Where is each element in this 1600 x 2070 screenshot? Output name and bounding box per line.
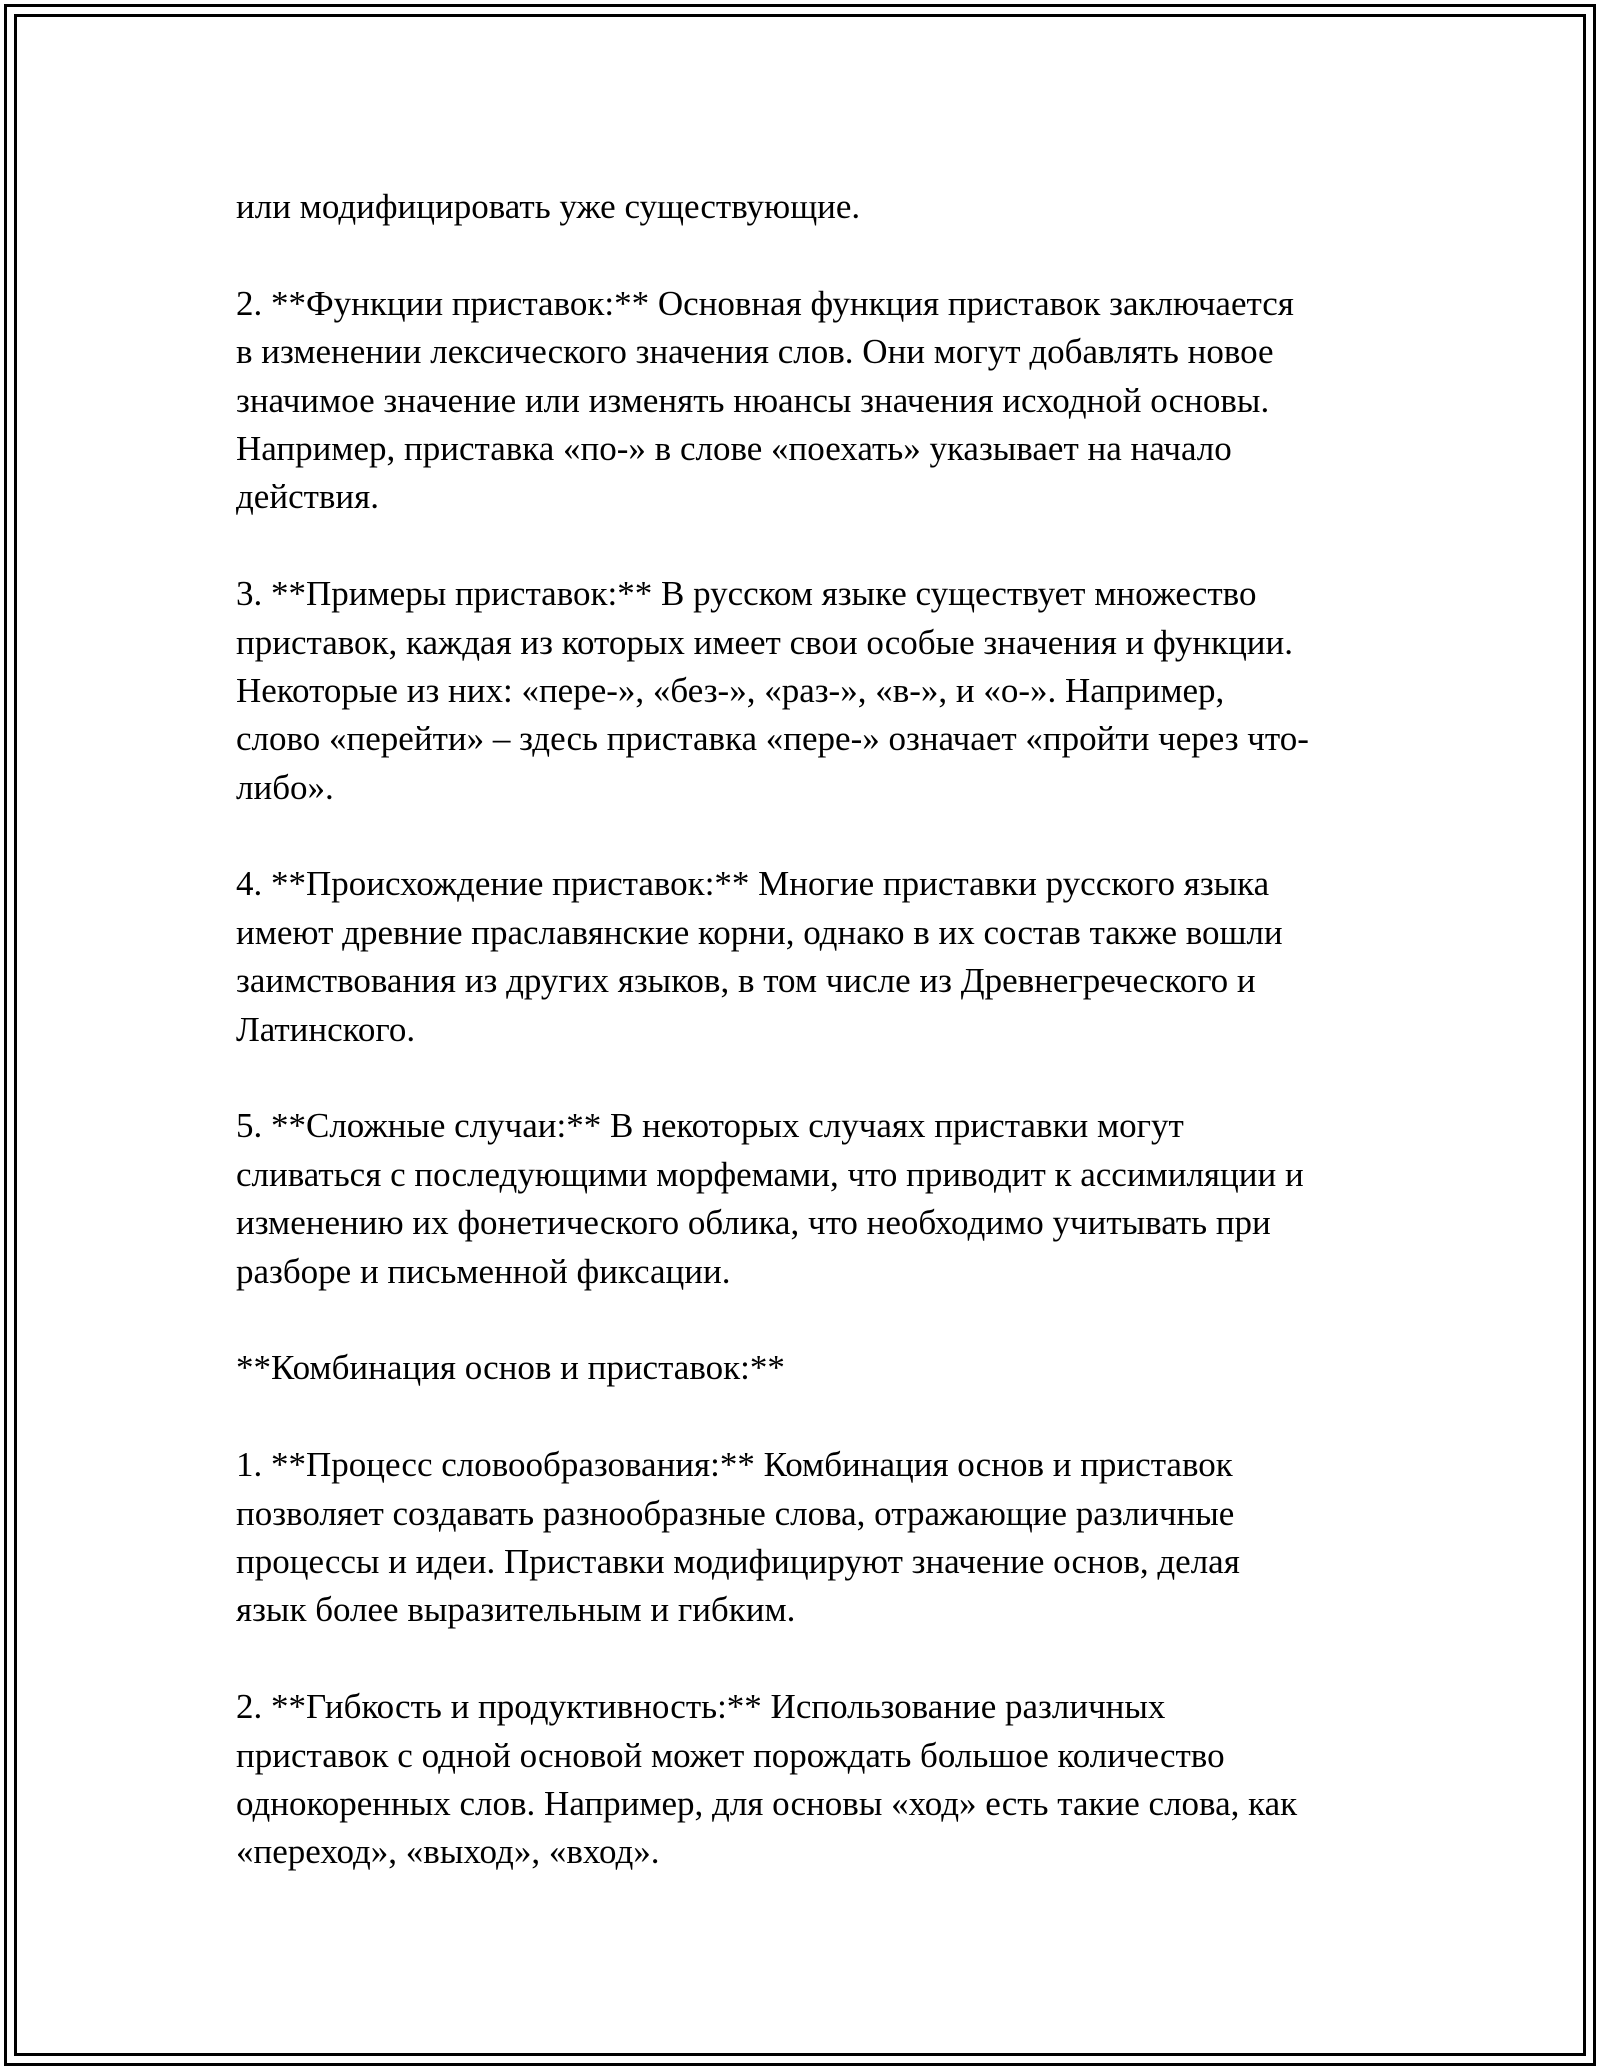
text-line: процессы и идеи. Приставки модифицируют значение основ, делая (236, 1541, 1240, 1581)
text-line: или модифицировать уже существующие. (236, 187, 861, 226)
text-line: 2. **Гибкость и продуктивность:** Использование различных (236, 1687, 1166, 1727)
text-line: сливаться с последующими морфемами, что приводит к ассимиляции и (236, 1154, 1304, 1194)
text-line: позволяет создавать разнообразные слова, отражающие различные (236, 1493, 1235, 1533)
text-line: язык более выразительным и гибким. (236, 1590, 796, 1630)
text-line: 1. **Процесс словообразования:** Комбинация основ и приставок (236, 1445, 1233, 1485)
text-line: значимое значение или изменять нюансы значения исходной основы. (236, 380, 1270, 420)
section-heading (236, 1344, 1366, 1392)
paragraph (236, 183, 1366, 231)
text-line: Некоторые из них: «пере-», «без-», «раз-», «в-», и «о-». Например, (236, 670, 1225, 710)
text-line: действия. (236, 477, 380, 517)
text-line: либо». (236, 767, 334, 807)
text-line: разборе и письменной фиксации. (236, 1251, 731, 1291)
text-line: в изменении лексического значения слов. Они могут добавлять новое (236, 332, 1274, 372)
text-line: однокоренных слов. Например, для основы «ход» есть такие слова, как (236, 1783, 1298, 1823)
text-line: 2. **Функции приставок:** Основная функция приставок заключается (236, 283, 1294, 323)
text-line: Например, приставка «по-» в слове «поехать» указывает на начало (236, 428, 1232, 468)
text-line: изменению их фонетического облика, что необходимо учитывать при (236, 1203, 1271, 1243)
text-line: приставок с одной основой может порождать большое количество (236, 1735, 1225, 1775)
text-line: 4. **Происхождение приставок:** Многие приставки русского языка (236, 864, 1270, 904)
document-body (236, 183, 1366, 1877)
paragraph-flexibility (236, 1683, 1366, 1877)
text-line: 5. **Сложные случаи:** В некоторых случаях приставки могут (236, 1106, 1184, 1146)
text-line: 3. **Примеры приставок:** В русском языке существует множество (236, 574, 1257, 614)
paragraph-word-formation (236, 1441, 1366, 1635)
text-line: «переход», «выход», «вход». (236, 1832, 660, 1872)
paragraph-complex-cases (236, 1102, 1366, 1296)
paragraph-prefix-functions (236, 280, 1366, 522)
paragraph-prefix-origin (236, 860, 1366, 1054)
text-line: приставок, каждая из которых имеет свои особые значения и функции. (236, 622, 1294, 662)
text-line: Латинского. (236, 1009, 416, 1049)
paragraph-prefix-examples (236, 570, 1366, 812)
text-line: **Комбинация основ и приставок:** (236, 1348, 785, 1388)
text-line: имеют древние праславянские корни, однако в их состав также вошли (236, 912, 1283, 952)
text-line: заимствования из других языков, в том числе из Древнегреческого и (236, 961, 1256, 1001)
text-line: слово «перейти» – здесь приставка «пере-» означает «пройти через что- (236, 719, 1309, 759)
